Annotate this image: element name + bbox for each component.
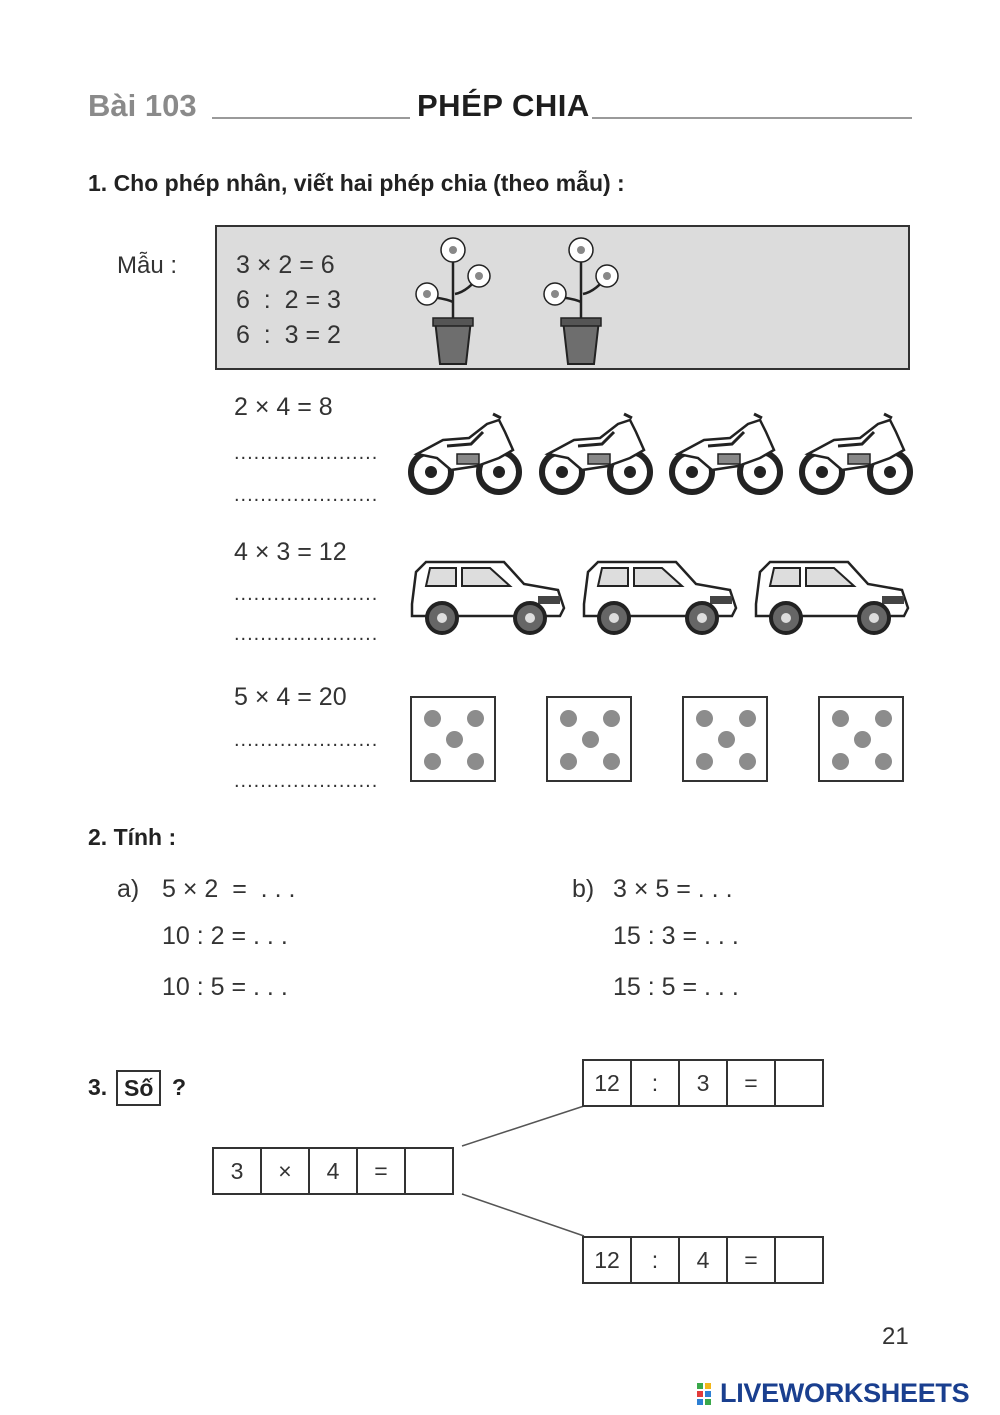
row1-equation: 2 × 4 = 8 bbox=[234, 393, 333, 421]
dice-five-icon bbox=[546, 696, 632, 782]
so-box: Số bbox=[116, 1070, 161, 1106]
page-title: PHÉP CHIA bbox=[417, 88, 590, 123]
flower-pot-icon bbox=[533, 232, 625, 366]
row2-equation: 4 × 3 = 12 bbox=[234, 538, 347, 566]
division-bottom-answer[interactable] bbox=[774, 1236, 824, 1284]
division-top-cell: : bbox=[630, 1059, 680, 1107]
sample-line-2: 6 : 2 = 3 bbox=[236, 286, 341, 314]
exercise2-a-line-3[interactable]: 10 : 5 = . . . bbox=[162, 973, 288, 1001]
row2-blank-1[interactable]: ...................... bbox=[234, 583, 379, 605]
division-top-cell: 3 bbox=[678, 1059, 728, 1107]
multiplication-cell: 3 bbox=[212, 1147, 262, 1195]
exercise2-b-line-2[interactable]: 15 : 3 = . . . bbox=[613, 922, 739, 950]
motorbike-icon bbox=[798, 410, 914, 498]
multiplication-row bbox=[212, 1147, 454, 1195]
connector-lines bbox=[460, 1100, 590, 1250]
multiplication-answer[interactable] bbox=[404, 1147, 454, 1195]
multiplication-cell: × bbox=[260, 1147, 310, 1195]
division-bottom-cell: 4 bbox=[678, 1236, 728, 1284]
header-rule-left bbox=[212, 117, 410, 119]
page-number: 21 bbox=[882, 1323, 909, 1350]
car-icon bbox=[752, 556, 912, 636]
dice-five-icon bbox=[682, 696, 768, 782]
car-icon bbox=[408, 556, 568, 636]
motorbike-icon bbox=[407, 410, 523, 498]
exercise3-number: 3. bbox=[88, 1074, 108, 1100]
flower-pot-icon bbox=[405, 232, 497, 366]
dice-five-icon bbox=[410, 696, 496, 782]
row3-blank-2[interactable]: ...................... bbox=[234, 770, 379, 792]
division-bottom-row bbox=[582, 1236, 824, 1284]
exercise2-a-line-2[interactable]: 10 : 2 = . . . bbox=[162, 922, 288, 950]
car-icon bbox=[580, 556, 740, 636]
exercise2-b-label: b) bbox=[572, 875, 595, 903]
division-bottom-cell: = bbox=[726, 1236, 776, 1284]
dice-five-icon bbox=[818, 696, 904, 782]
exercise3-question-mark: ? bbox=[172, 1074, 187, 1100]
motorbike-icon bbox=[668, 410, 784, 498]
exercise2-b-line-1[interactable]: 3 × 5 = . . . bbox=[613, 875, 733, 903]
multiplication-cell: = bbox=[356, 1147, 406, 1195]
row1-blank-2[interactable]: ...................... bbox=[234, 484, 379, 506]
row2-blank-2[interactable]: ...................... bbox=[234, 623, 379, 645]
sample-line-1: 3 × 2 = 6 bbox=[236, 251, 335, 279]
multiplication-cell: 4 bbox=[308, 1147, 358, 1195]
exercise2-heading: 2. Tính : bbox=[88, 824, 177, 850]
exercise2-b-line-3[interactable]: 15 : 5 = . . . bbox=[613, 973, 739, 1001]
exercise3-boxed-word bbox=[116, 1070, 161, 1106]
division-top-cell: = bbox=[726, 1059, 776, 1107]
division-top-row bbox=[582, 1059, 824, 1107]
sample-line-3: 6 : 3 = 2 bbox=[236, 321, 341, 349]
motorbike-icon bbox=[538, 410, 654, 498]
lesson-number: Bài 103 bbox=[88, 88, 197, 123]
exercise2-a-line-1[interactable]: 5 × 2 = . . . bbox=[162, 875, 296, 903]
exercise2-a-label: a) bbox=[117, 875, 140, 903]
row3-equation: 5 × 4 = 20 bbox=[234, 683, 347, 711]
division-top-cell: 12 bbox=[582, 1059, 632, 1107]
row1-blank-1[interactable]: ...................... bbox=[234, 442, 379, 464]
liveworksheets-logo-icon bbox=[697, 1381, 719, 1407]
exercise1-heading: 1. Cho phép nhân, viết hai phép chia (theo mẫu) : bbox=[88, 170, 625, 196]
sample-label: Mẫu : bbox=[117, 252, 178, 279]
division-bottom-cell: : bbox=[630, 1236, 680, 1284]
row3-blank-1[interactable]: ...................... bbox=[234, 729, 379, 751]
header-rule-right bbox=[592, 117, 912, 119]
division-bottom-cell: 12 bbox=[582, 1236, 632, 1284]
brand-name[interactable]: LIVEWORKSHEETS bbox=[720, 1378, 970, 1408]
division-top-answer[interactable] bbox=[774, 1059, 824, 1107]
